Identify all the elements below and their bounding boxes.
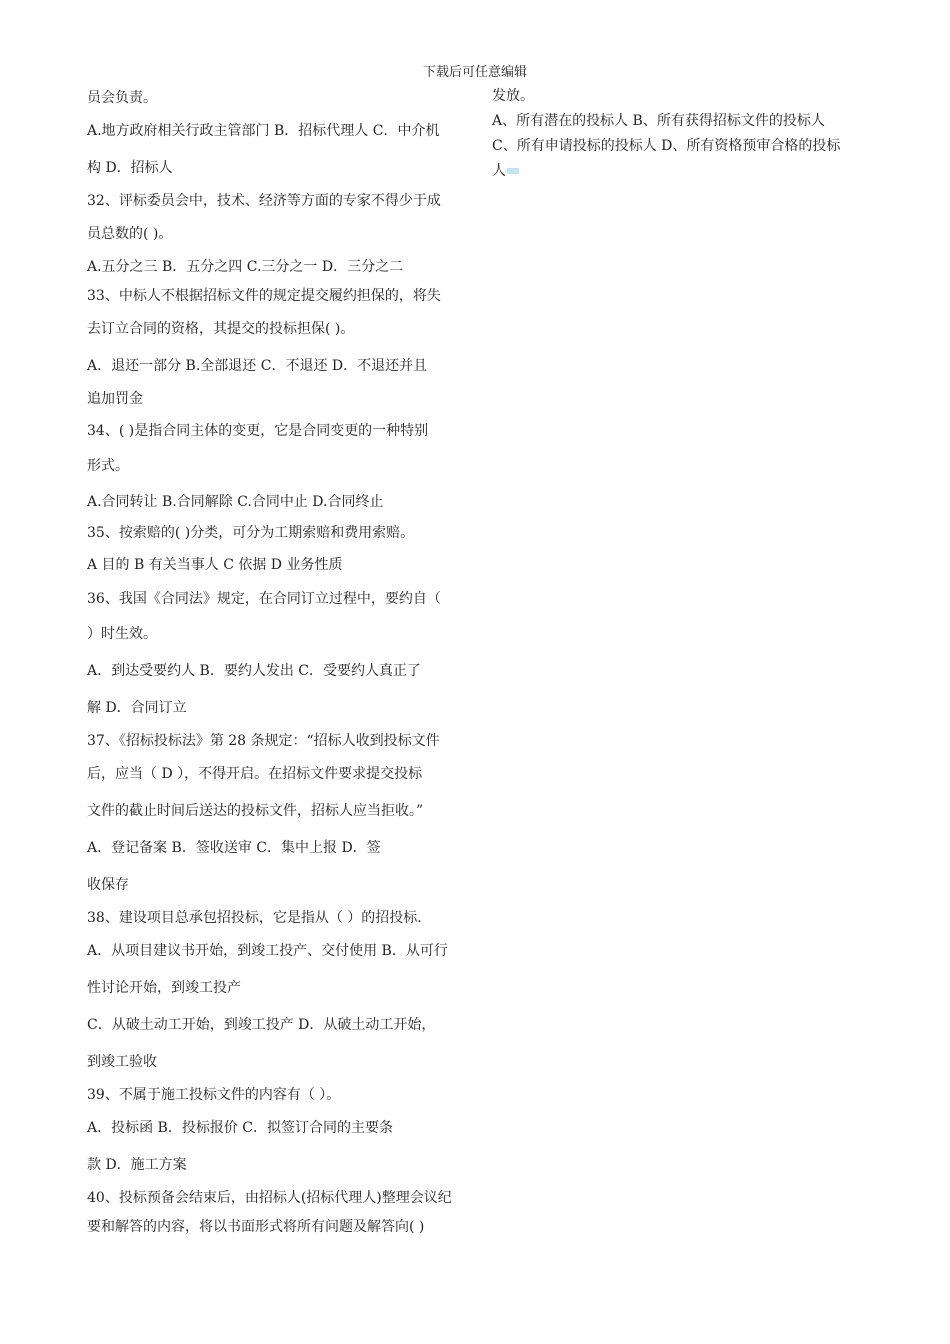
text-line: A．投标函 B．投标报价 C．拟签订合同的主要条 [87, 1120, 394, 1136]
text-line: A、所有潜在的投标人 B、所有获得招标文件的投标人 [492, 113, 825, 129]
text-line: A．退还一部分 B.全部退还 C．不退还 D．不退还并且 [87, 358, 428, 374]
text-line: 33、中标人不根据招标文件的规定提交履约担保的，将失 [87, 288, 441, 304]
text-line: 39、不属于施工投标文件的内容有（ ）。 [87, 1087, 341, 1103]
text-fragment: 人 [492, 163, 506, 179]
text-line: 35、按索赔的( )分类，可分为工期索赔和费用索赔。 [87, 525, 415, 541]
text-line: C、所有申请投标的投标人 D、所有资格预审合格的投标 [492, 138, 841, 154]
text-line: 员总数的( )。 [87, 226, 173, 242]
text-line: 员会负责。 [87, 90, 157, 106]
text-line: 38、建设项目总承包招投标，它是指从（ ）的招投标. [87, 910, 422, 926]
text-line: A 目的 B 有关当事人 C 依据 D 业务性质 [87, 557, 343, 573]
text-line: 到竣工验收 [87, 1054, 157, 1070]
text-line: 追加罚金 [87, 391, 143, 407]
text-line: 构 D．招标人 [87, 160, 173, 176]
text-line: 40、投标预备会结束后，由招标人(招标代理人)整理会议纪 [87, 1190, 452, 1206]
text-line: 36、我国《合同法》规定，在合同订立过程中，要约自（ [87, 591, 441, 607]
text-line: 收保存 [87, 877, 129, 893]
text-line: A．登记备案 B．签收送审 C．集中上报 D．签 [87, 840, 381, 856]
text-line: 文件的截止时间后送达的投标文件，招标人应当拒收。” [87, 803, 424, 819]
right-column [492, 84, 864, 184]
text-line: 要和解答的内容，将以书面形式将所有问题及解答向( ) [87, 1219, 425, 1235]
text-line: 34、( )是指合同主体的变更，它是合同变更的一种特别 [87, 423, 429, 439]
text-line: ）时生效。 [87, 626, 157, 642]
text-line [492, 159, 864, 184]
text-line: A.五分之三 B．五分之四 C.三分之一 D．三分之二 [87, 259, 404, 275]
text-line: 性讨论开始，到竣工投产 [87, 980, 241, 996]
text-line: 解 D．合同订立 [87, 700, 187, 716]
text-line: 32、评标委员会中，技术、经济等方面的专家不得少于成 [87, 193, 441, 209]
selection-highlight [507, 168, 519, 174]
text-line: 发放。 [492, 88, 534, 104]
text-line: A.合同转让 B.合同解除 C.合同中止 D.合同终止 [87, 494, 384, 510]
text-line: 形式。 [87, 458, 129, 474]
text-line: 去订立合同的资格，其提交的投标担保( )。 [87, 321, 355, 337]
left-column [87, 84, 459, 1242]
text-line: A．从项目建议书开始，到竣工投产、交付使用 B．从可行 [87, 943, 448, 959]
text-line: A.地方政府相关行政主管部门 B．招标代理人 C．中介机 [87, 123, 440, 139]
page-header: 下载后可任意编辑 [422, 65, 527, 80]
text-line: 后，应当（ D ），不得开启。在招标文件要求提交投标 [87, 766, 423, 782]
text-line: A．到达受要约人 B．要约人发出 C．受要约人真正了 [87, 663, 422, 679]
text-line: 37、《招标投标法》第 28 条规定：“招标人收到投标文件 [87, 733, 440, 749]
text-line: 款 D．施工方案 [87, 1157, 187, 1173]
text-line: C．从破土动工开始，到竣工投产 D．从破土动工开始， [87, 1017, 436, 1033]
